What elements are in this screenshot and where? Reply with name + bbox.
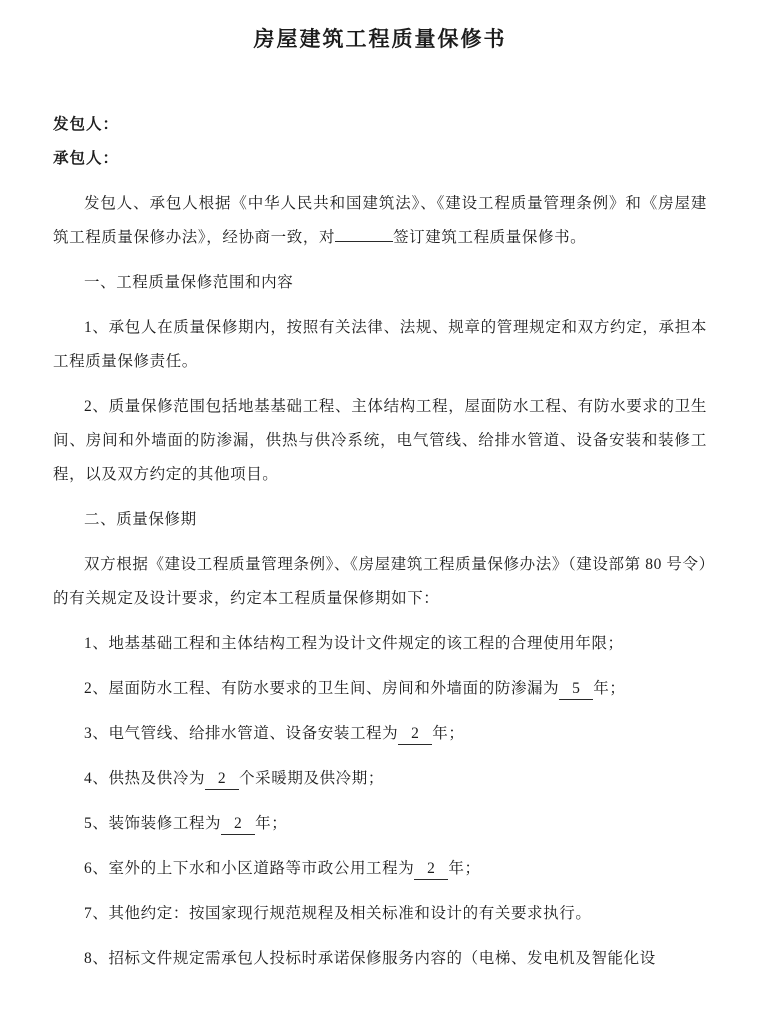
warranty-term-3 [53, 717, 707, 751]
section2-intro: 双方根据《建设工程质量管理条例》、《房屋建筑工程质量保修办法》（建设部第 80 号令）的有关规定及设计要求，约定本工程质量保修期如下： [53, 556, 707, 607]
term-text-after: 年； [255, 815, 288, 832]
warranty-term-1: 1、地基基础工程和主体结构工程为设计文件规定的该工程的合理使用年限； [84, 635, 624, 652]
section2-heading: 二、质量保修期 [84, 511, 197, 528]
intro-text-after: 签订建筑工程质量保修书。 [393, 229, 587, 246]
parties-block [53, 108, 707, 176]
warranty-term-6 [53, 852, 707, 886]
term-text-after: 个采暖期及供冷期； [239, 770, 384, 787]
term-text-before: 6、室外的上下水和小区道路等市政公用工程为 [84, 860, 415, 877]
term-text-after: 年； [448, 860, 481, 877]
warranty-term-5 [53, 807, 707, 841]
document-title: 房屋建筑工程质量保修书 [253, 27, 507, 51]
term-text-before: 3、电气管线、给排水管道、设备安装工程为 [84, 725, 399, 742]
fill-in-blank-years: 2 [414, 859, 448, 880]
warranty-term-7: 7、其他约定：按国家现行规范规程及相关标准和设计的有关要求执行。 [84, 905, 592, 922]
warranty-term-2 [53, 672, 707, 706]
term-text-after: 年； [593, 680, 626, 697]
fill-in-blank-years: 2 [221, 814, 255, 835]
section1-heading: 一、工程质量保修范围和内容 [84, 274, 294, 291]
term-text-after: 年； [432, 725, 465, 742]
fill-in-blank-years: 2 [398, 724, 432, 745]
fill-in-blank-periods: 2 [205, 769, 239, 790]
warranty-term-4 [53, 762, 707, 796]
intro-text-before: 发包人、承包人根据《中华人民共和国建筑法》、《建设工程质量管理条例》和《房屋建筑工程质量保修办法》，经协商一致，对 [53, 195, 707, 246]
document-page [0, 26, 760, 1026]
employer-label: 发包人： [53, 116, 120, 133]
section1-item-2: 2、质量保修范围包括地基基础工程、主体结构工程，屋面防水工程、有防水要求的卫生间、房间和外墙面的防渗漏，供热与供冷系统，电气管线、给排水管道、设备安装和装修工程，以及双方约定的其他项目。 [53, 398, 707, 483]
fill-in-blank-years: 5 [559, 679, 593, 700]
section1-item-1: 1、承包人在质量保修期内，按照有关法律、法规、规章的管理规定和双方约定，承担本工程质量保修责任。 [53, 319, 707, 370]
contractor-label: 承包人： [53, 150, 120, 167]
term-text-before: 2、屋面防水工程、有防水要求的卫生间、房间和外墙面的防渗漏为 [84, 680, 560, 697]
intro-paragraph [53, 187, 707, 255]
fill-in-blank-project [335, 241, 393, 242]
term-text-before: 4、供热及供冷为 [84, 770, 206, 787]
warranty-term-8: 8、招标文件规定需承包人投标时承诺保修服务内容的（电梯、发电机及智能化设 [84, 950, 656, 967]
term-text-before: 5、装饰装修工程为 [84, 815, 222, 832]
